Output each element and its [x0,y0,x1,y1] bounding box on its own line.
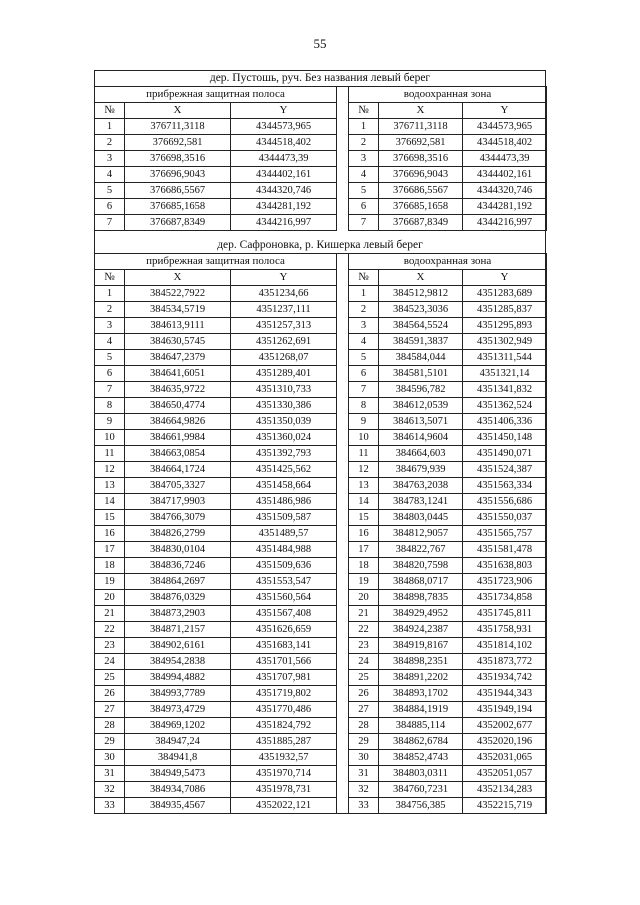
y-coordinate: 4351341,832 [463,382,547,398]
x-coordinate: 384876,0329 [125,590,231,606]
point-number: 6 [95,366,125,382]
x-coordinate: 384766,3079 [125,510,231,526]
y-coordinate: 4351707,981 [231,670,337,686]
y-coordinate: 4351567,408 [231,606,337,622]
column-header-y: Y [231,103,337,119]
x-coordinate: 384891,2202 [379,670,463,686]
x-coordinate: 384924,2387 [379,622,463,638]
point-number: 15 [95,510,125,526]
x-coordinate: 384584,044 [379,350,463,366]
y-coordinate: 4351553,547 [231,574,337,590]
point-number: 25 [349,670,379,686]
point-number: 33 [95,798,125,814]
x-coordinate: 376692,581 [125,135,231,151]
x-coordinate: 384898,2351 [379,654,463,670]
x-coordinate: 384954,2838 [125,654,231,670]
point-number: 11 [95,446,125,462]
point-number: 1 [95,286,125,302]
y-coordinate: 4351734,858 [463,590,547,606]
point-number: 5 [349,350,379,366]
y-coordinate: 4351295,893 [463,318,547,334]
point-number: 18 [349,558,379,574]
x-coordinate: 384596,782 [379,382,463,398]
x-coordinate: 384664,9826 [125,414,231,430]
y-coordinate: 4351970,714 [231,766,337,782]
point-number: 2 [349,135,379,151]
x-coordinate: 384763,2038 [379,478,463,494]
x-coordinate: 384630,5745 [125,334,231,350]
x-coordinate: 384941,8 [125,750,231,766]
x-coordinate: 384852,4743 [379,750,463,766]
document-frame [94,70,546,814]
x-coordinate: 384783,1241 [379,494,463,510]
y-coordinate: 4352051,057 [463,766,547,782]
x-coordinate: 384949,5473 [125,766,231,782]
point-number: 5 [95,183,125,199]
point-number: 26 [349,686,379,702]
y-coordinate: 4351723,906 [463,574,547,590]
y-coordinate: 4351560,564 [231,590,337,606]
point-number: 6 [349,199,379,215]
point-number: 19 [349,574,379,590]
y-coordinate: 4351321,14 [463,366,547,382]
point-number: 20 [95,590,125,606]
x-coordinate: 376687,8349 [379,215,463,231]
point-number: 4 [349,167,379,183]
x-coordinate: 384862,6784 [379,734,463,750]
column-header-y: Y [231,270,337,286]
x-coordinate: 384664,1724 [125,462,231,478]
x-coordinate: 384871,2157 [125,622,231,638]
y-coordinate: 4344216,997 [231,215,337,231]
x-coordinate: 376698,3516 [125,151,231,167]
x-coordinate: 376685,1658 [125,199,231,215]
y-coordinate: 4351978,731 [231,782,337,798]
y-coordinate: 4352020,196 [463,734,547,750]
point-number: 18 [95,558,125,574]
point-number: 4 [95,167,125,183]
y-coordinate: 4351885,287 [231,734,337,750]
x-coordinate: 384902,6161 [125,638,231,654]
x-coordinate: 384641,6051 [125,366,231,382]
point-number: 4 [95,334,125,350]
x-coordinate: 384826,2799 [125,526,231,542]
x-coordinate: 384760,7231 [379,782,463,798]
y-coordinate: 4351285,837 [463,302,547,318]
y-coordinate: 4351932,57 [231,750,337,766]
point-number: 21 [95,606,125,622]
x-coordinate: 384650,4774 [125,398,231,414]
x-coordinate: 384612,0539 [379,398,463,414]
page-number: 55 [313,36,327,51]
y-coordinate: 4351283,689 [463,286,547,302]
point-number: 28 [95,718,125,734]
y-coordinate: 4351262,691 [231,334,337,350]
point-number: 10 [95,430,125,446]
column-header-number: № [95,270,125,286]
y-coordinate: 4351425,562 [231,462,337,478]
point-number: 13 [95,478,125,494]
y-coordinate: 4351565,757 [463,526,547,542]
point-number: 3 [349,318,379,334]
point-number: 6 [95,199,125,215]
point-number: 27 [95,702,125,718]
x-coordinate: 384969,1202 [125,718,231,734]
y-coordinate: 4344281,192 [231,199,337,215]
y-coordinate: 4344281,192 [463,199,547,215]
x-coordinate: 376696,9043 [379,167,463,183]
point-number: 5 [349,183,379,199]
point-number: 1 [349,119,379,135]
x-coordinate: 376711,3118 [125,119,231,135]
point-number: 3 [95,151,125,167]
column-header-x: X [379,103,463,119]
point-number: 19 [95,574,125,590]
y-coordinate: 4351257,313 [231,318,337,334]
column-header-y: Y [463,270,547,286]
y-coordinate: 4352215,719 [463,798,547,814]
point-number: 6 [349,366,379,382]
point-number: 29 [95,734,125,750]
point-number: 11 [349,446,379,462]
y-coordinate: 4352002,677 [463,718,547,734]
x-coordinate: 384534,5719 [125,302,231,318]
y-coordinate: 4344402,161 [463,167,547,183]
point-number: 15 [349,510,379,526]
x-coordinate: 376692,581 [379,135,463,151]
column-header-y: Y [463,103,547,119]
point-number: 8 [349,398,379,414]
y-coordinate: 4351289,401 [231,366,337,382]
y-coordinate: 4351944,343 [463,686,547,702]
point-number: 33 [349,798,379,814]
y-coordinate: 4351302,949 [463,334,547,350]
x-coordinate: 384679,939 [379,462,463,478]
x-coordinate: 376685,1658 [379,199,463,215]
x-coordinate: 376711,3118 [379,119,463,135]
shore-protection-strip-title: прибрежная защитная полоса [95,254,337,270]
y-coordinate: 4344320,746 [463,183,547,199]
point-number: 32 [349,782,379,798]
x-coordinate: 376696,9043 [125,167,231,183]
shore-protection-strip-title: прибрежная защитная полоса [95,87,337,103]
point-number: 3 [95,318,125,334]
y-coordinate: 4344473,39 [463,151,547,167]
point-number: 13 [349,478,379,494]
x-coordinate: 384591,3837 [379,334,463,350]
x-coordinate: 384934,7086 [125,782,231,798]
y-coordinate: 4352031,065 [463,750,547,766]
point-number: 12 [95,462,125,478]
point-number: 30 [349,750,379,766]
y-coordinate: 4344573,965 [231,119,337,135]
y-coordinate: 4351450,148 [463,430,547,446]
x-coordinate: 384613,5071 [379,414,463,430]
point-number: 32 [95,782,125,798]
water-protection-zone-title: водоохранная зона [349,254,547,270]
y-coordinate: 4351524,387 [463,462,547,478]
y-coordinate: 4351268,07 [231,350,337,366]
x-coordinate: 384898,7835 [379,590,463,606]
point-number: 7 [95,215,125,231]
x-coordinate: 384830,0104 [125,542,231,558]
point-number: 28 [349,718,379,734]
section-title-divider [94,86,546,87]
column-header-number: № [349,103,379,119]
x-coordinate: 384613,9111 [125,318,231,334]
y-coordinate: 4344402,161 [231,167,337,183]
x-coordinate: 384994,4882 [125,670,231,686]
point-number: 23 [349,638,379,654]
y-coordinate: 4344473,39 [231,151,337,167]
point-number: 25 [95,670,125,686]
point-number: 2 [95,302,125,318]
y-coordinate: 4344518,402 [231,135,337,151]
x-coordinate: 384864,2697 [125,574,231,590]
x-coordinate: 384820,7598 [379,558,463,574]
section-title: дер. Пустошь, руч. Без названия левый берег [209,72,431,84]
y-coordinate: 4351490,071 [463,446,547,462]
point-number: 10 [349,430,379,446]
x-coordinate: 384803,0311 [379,766,463,782]
point-number: 17 [95,542,125,558]
x-coordinate: 376698,3516 [379,151,463,167]
y-coordinate: 4351814,102 [463,638,547,654]
x-coordinate: 376686,5567 [125,183,231,199]
y-coordinate: 4351873,772 [463,654,547,670]
x-coordinate: 384947,24 [125,734,231,750]
point-number: 7 [349,215,379,231]
y-coordinate: 4351949,194 [463,702,547,718]
point-number: 14 [349,494,379,510]
point-number: 16 [349,526,379,542]
y-coordinate: 4351234,66 [231,286,337,302]
y-coordinate: 4351701,566 [231,654,337,670]
column-header-number: № [349,270,379,286]
point-number: 31 [349,766,379,782]
point-number: 22 [349,622,379,638]
point-number: 8 [95,398,125,414]
x-coordinate: 384647,2379 [125,350,231,366]
point-number: 9 [95,414,125,430]
point-number: 29 [349,734,379,750]
x-coordinate: 376687,8349 [125,215,231,231]
point-number: 2 [95,135,125,151]
point-number: 2 [349,302,379,318]
x-coordinate: 384836,7246 [125,558,231,574]
x-coordinate: 384564,5524 [379,318,463,334]
point-number: 26 [95,686,125,702]
y-coordinate: 4352022,121 [231,798,337,814]
section-title: дер. Сафроновка, р. Кишерка левый берег [217,239,423,251]
point-number: 1 [95,119,125,135]
y-coordinate: 4351486,986 [231,494,337,510]
y-coordinate: 4344518,402 [463,135,547,151]
point-number: 17 [349,542,379,558]
x-coordinate: 384717,9903 [125,494,231,510]
y-coordinate: 4351824,792 [231,718,337,734]
y-coordinate: 4351556,686 [463,494,547,510]
x-coordinate: 384919,8167 [379,638,463,654]
y-coordinate: 4344216,997 [463,215,547,231]
x-coordinate: 384664,603 [379,446,463,462]
x-coordinate: 384973,4729 [125,702,231,718]
water-protection-zone-title: водоохранная зона [349,87,547,103]
y-coordinate: 4351310,733 [231,382,337,398]
x-coordinate: 384512,9812 [379,286,463,302]
point-number: 14 [95,494,125,510]
y-coordinate: 4351360,024 [231,430,337,446]
y-coordinate: 4344320,746 [231,183,337,199]
point-number: 24 [95,654,125,670]
column-header-number: № [95,103,125,119]
y-coordinate: 4351392,793 [231,446,337,462]
x-coordinate: 384868,0717 [379,574,463,590]
point-number: 30 [95,750,125,766]
point-number: 5 [95,350,125,366]
x-coordinate: 384822,767 [379,542,463,558]
column-header-x: X [125,103,231,119]
y-coordinate: 4351509,636 [231,558,337,574]
x-coordinate: 384893,1702 [379,686,463,702]
x-coordinate: 384522,7922 [125,286,231,302]
y-coordinate: 4351563,334 [463,478,547,494]
y-coordinate: 4351683,141 [231,638,337,654]
y-coordinate: 4351934,742 [463,670,547,686]
y-coordinate: 4351581,478 [463,542,547,558]
x-coordinate: 384756,385 [379,798,463,814]
y-coordinate: 4351350,039 [231,414,337,430]
point-number: 7 [95,382,125,398]
y-coordinate: 4351550,037 [463,510,547,526]
y-coordinate: 4351638,803 [463,558,547,574]
y-coordinate: 4351719,802 [231,686,337,702]
y-coordinate: 4344573,965 [463,119,547,135]
column-header-x: X [125,270,231,286]
x-coordinate: 384523,3036 [379,302,463,318]
x-coordinate: 384614,9604 [379,430,463,446]
x-coordinate: 384803,0445 [379,510,463,526]
y-coordinate: 4351311,544 [463,350,547,366]
point-number: 27 [349,702,379,718]
y-coordinate: 4351745,811 [463,606,547,622]
y-coordinate: 4351484,988 [231,542,337,558]
y-coordinate: 4351237,111 [231,302,337,318]
y-coordinate: 4351509,587 [231,510,337,526]
section-title-divider [94,253,546,254]
x-coordinate: 384935,4567 [125,798,231,814]
point-number: 22 [95,622,125,638]
x-coordinate: 384581,5101 [379,366,463,382]
point-number: 23 [95,638,125,654]
x-coordinate: 376686,5567 [379,183,463,199]
y-coordinate: 4352134,283 [463,782,547,798]
point-number: 20 [349,590,379,606]
x-coordinate: 384705,3327 [125,478,231,494]
x-coordinate: 384661,9984 [125,430,231,446]
column-header-x: X [379,270,463,286]
point-number: 16 [95,526,125,542]
point-number: 3 [349,151,379,167]
point-number: 21 [349,606,379,622]
point-number: 31 [95,766,125,782]
x-coordinate: 384663,0854 [125,446,231,462]
x-coordinate: 384993,7789 [125,686,231,702]
point-number: 12 [349,462,379,478]
y-coordinate: 4351406,336 [463,414,547,430]
point-number: 9 [349,414,379,430]
point-number: 24 [349,654,379,670]
y-coordinate: 4351770,486 [231,702,337,718]
y-coordinate: 4351626,659 [231,622,337,638]
x-coordinate: 384812,9057 [379,526,463,542]
y-coordinate: 4351330,386 [231,398,337,414]
y-coordinate: 4351489,57 [231,526,337,542]
point-number: 4 [349,334,379,350]
x-coordinate: 384635,9722 [125,382,231,398]
y-coordinate: 4351458,664 [231,478,337,494]
point-number: 7 [349,382,379,398]
x-coordinate: 384873,2903 [125,606,231,622]
y-coordinate: 4351758,931 [463,622,547,638]
x-coordinate: 384884,1919 [379,702,463,718]
point-number: 1 [349,286,379,302]
y-coordinate: 4351362,524 [463,398,547,414]
x-coordinate: 384885,114 [379,718,463,734]
x-coordinate: 384929,4952 [379,606,463,622]
